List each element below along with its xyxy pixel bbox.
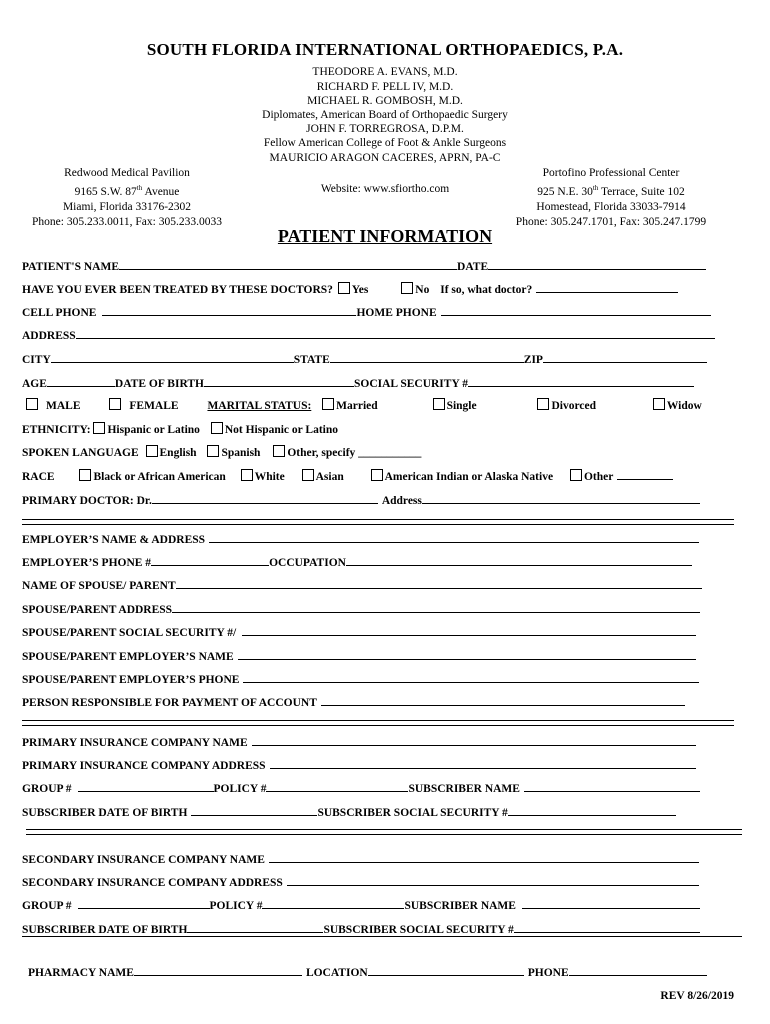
single-checkbox[interactable] [433,398,445,410]
spouse-employer-phone-field[interactable] [243,671,699,683]
primary-group-row: GROUP # POLICY # SUBSCRIBER NAME [22,780,700,795]
american-indian-checkbox[interactable] [371,469,383,481]
office-name: Portofino Professional Center [542,167,680,179]
spouse-name-field[interactable] [176,577,702,589]
doctor-line: JOHN F. TORREGROSA, D.P.M. [306,123,464,135]
secondary-subscriber-row: SUBSCRIBER DATE OF BIRTH SUBSCRIBER SOCIAL SECURITY # [22,921,700,936]
widow-checkbox[interactable] [653,398,665,410]
state-field[interactable] [330,351,524,363]
hispanic-checkbox[interactable] [93,422,105,434]
secondary-policy-field[interactable] [262,897,404,909]
patient-name-field[interactable] [119,258,457,270]
primary-ins-name-field[interactable] [252,734,696,746]
not-hispanic-checkbox[interactable] [211,422,223,434]
employer-phone-field[interactable] [151,554,269,566]
address-field[interactable] [76,327,715,339]
pharmacy-name-field[interactable] [134,964,302,976]
english-checkbox[interactable] [146,445,158,457]
responsible-field[interactable] [321,694,685,706]
other-race-checkbox[interactable] [570,469,582,481]
ssn-field[interactable] [468,375,694,387]
office-city: Homestead, Florida 33033-7914 [536,200,686,213]
black-checkbox[interactable] [79,469,91,481]
spouse-address-row: SPOUSE/PARENT ADDRESS [22,601,700,616]
primary-subscriber-row: SUBSCRIBER DATE OF BIRTH SUBSCRIBER SOCIAL SECURITY # [22,804,676,819]
primary-ins-address-row: PRIMARY INSURANCE COMPANY ADDRESS [22,757,696,772]
left-office-address [22,166,232,230]
doctor-line: MAURICIO ARAGON CACERES, APRN, PA-C [269,152,501,164]
section-divider [26,829,742,835]
secondary-ins-address-field[interactable] [287,874,699,886]
employer-phone-row: EMPLOYER’S PHONE # OCCUPATION [22,554,692,569]
section-divider [22,720,734,726]
gender-row: MALE FEMALE MARITAL STATUS: Married Single Divorced Widow [26,398,702,412]
spouse-employer-name-row: SPOUSE/PARENT EMPLOYER’S NAME [22,648,696,663]
which-doctor-field[interactable] [536,281,678,293]
revision-label: REV 8/26/2019 [660,990,734,1002]
secondary-group-row: GROUP # POLICY # SUBSCRIBER NAME [22,897,700,912]
office-street: 9165 S.W. 87th Avenue [74,184,180,198]
section-divider [22,936,742,937]
no-checkbox[interactable] [401,282,413,294]
asian-checkbox[interactable] [302,469,314,481]
pharmacy-row: PHARMACY NAME LOCATION PHONE [28,964,707,979]
spouse-employer-name-field[interactable] [238,648,696,660]
occupation-field[interactable] [346,554,692,566]
section-divider [22,519,734,525]
age-row: AGE DATE OF BIRTH SOCIAL SECURITY # [22,375,694,390]
employer-row: EMPLOYER’S NAME & ADDRESS [22,531,699,546]
office-phone: Phone: 305.247.1701, Fax: 305.247.1799 [515,215,707,228]
female-checkbox[interactable] [109,398,121,410]
section-title: PATIENT INFORMATION [277,226,493,246]
primary-doctor-row: PRIMARY DOCTOR: Dr. Address [22,492,700,507]
divorced-checkbox[interactable] [537,398,549,410]
website: Website: www.sfiortho.com [320,183,450,195]
office-street: 925 N.E. 30th Terrace, Suite 102 [537,184,685,198]
office-phone: Phone: 305.233.0011, Fax: 305.233.0033 [32,215,222,228]
secondary-subscriber-dob-field[interactable] [187,921,323,933]
language-row: SPOKEN LANGUAGE English Spanish Other, specify ___________ [22,447,422,459]
male-checkbox[interactable] [26,398,38,410]
primary-subscriber-name-field[interactable] [524,780,700,792]
cell-phone-field[interactable] [102,304,356,316]
pharmacy-phone-field[interactable] [569,964,707,976]
spouse-name-row: NAME OF SPOUSE/ PARENT [22,577,702,592]
other-language-checkbox[interactable] [273,445,285,457]
spouse-ssn-row: SPOUSE/PARENT SOCIAL SECURITY #/ [22,624,696,639]
secondary-ins-name-field[interactable] [269,851,699,863]
secondary-ins-address-row: SECONDARY INSURANCE COMPANY ADDRESS [22,874,699,889]
spouse-employer-phone-row: SPOUSE/PARENT EMPLOYER’S PHONE [22,671,699,686]
practice-name: SOUTH FLORIDA INTERNATIONAL ORTHOPAEDICS, P.A. [146,40,624,59]
home-phone-field[interactable] [441,304,711,316]
primary-policy-field[interactable] [266,780,408,792]
primary-group-field[interactable] [78,780,214,792]
race-row: RACE Black or African American White Asian American Indian or Alaska Native Other [22,468,673,483]
credential-line: Fellow American College of Foot & Ankle Surgeons [263,137,507,149]
address-row: ADDRESS [22,327,715,342]
pharmacy-location-field[interactable] [368,964,524,976]
dob-field[interactable] [204,375,354,387]
patient-name-row: PATIENT'S NAME DATE [22,258,706,273]
responsible-row: PERSON RESPONSIBLE FOR PAYMENT OF ACCOUNT [22,694,685,709]
spouse-ssn-field[interactable] [242,624,696,636]
spanish-checkbox[interactable] [207,445,219,457]
ethnicity-row: ETHNICITY: Hispanic or Latino Not Hispanic or Latino [22,424,339,436]
secondary-ins-name-row: SECONDARY INSURANCE COMPANY NAME [22,851,699,866]
office-name: Redwood Medical Pavilion [64,167,190,179]
primary-subscriber-dob-field[interactable] [191,804,317,816]
other-race-field[interactable] [617,468,673,480]
spouse-address-field[interactable] [172,601,700,613]
doctor-line: RICHARD F. PELL IV, M.D. [316,81,454,93]
credential-line: Diplomates, American Board of Orthopaedic Surgery [262,109,508,121]
city-row: CITY STATE ZIP [22,351,707,366]
doctor-line: THEODORE A. EVANS, M.D. [312,66,458,78]
employer-name-field[interactable] [209,531,699,543]
white-checkbox[interactable] [241,469,253,481]
zip-field[interactable] [543,351,707,363]
yes-checkbox[interactable] [338,282,350,294]
secondary-subscriber-ssn-field[interactable] [514,921,700,933]
doctor-address-field[interactable] [422,492,700,504]
secondary-group-field[interactable] [78,897,210,909]
doctor-line: MICHAEL R. GOMBOSH, M.D. [307,95,463,107]
phone-row: CELL PHONE HOME PHONE [22,304,711,319]
treated-row: HAVE YOU EVER BEEN TREATED BY THESE DOCTORS? Yes No If so, what doctor? [22,281,678,296]
city-field[interactable] [51,351,294,363]
married-checkbox[interactable] [322,398,334,410]
date-field[interactable] [488,258,706,270]
primary-ins-name-row: PRIMARY INSURANCE COMPANY NAME [22,734,696,749]
age-field[interactable] [47,375,115,387]
primary-ins-address-field[interactable] [270,757,696,769]
primary-subscriber-ssn-field[interactable] [508,804,676,816]
right-office-address [504,166,718,230]
secondary-subscriber-name-field[interactable] [522,897,700,909]
primary-doctor-field[interactable] [152,492,378,504]
office-city: Miami, Florida 33176-2302 [62,200,192,213]
